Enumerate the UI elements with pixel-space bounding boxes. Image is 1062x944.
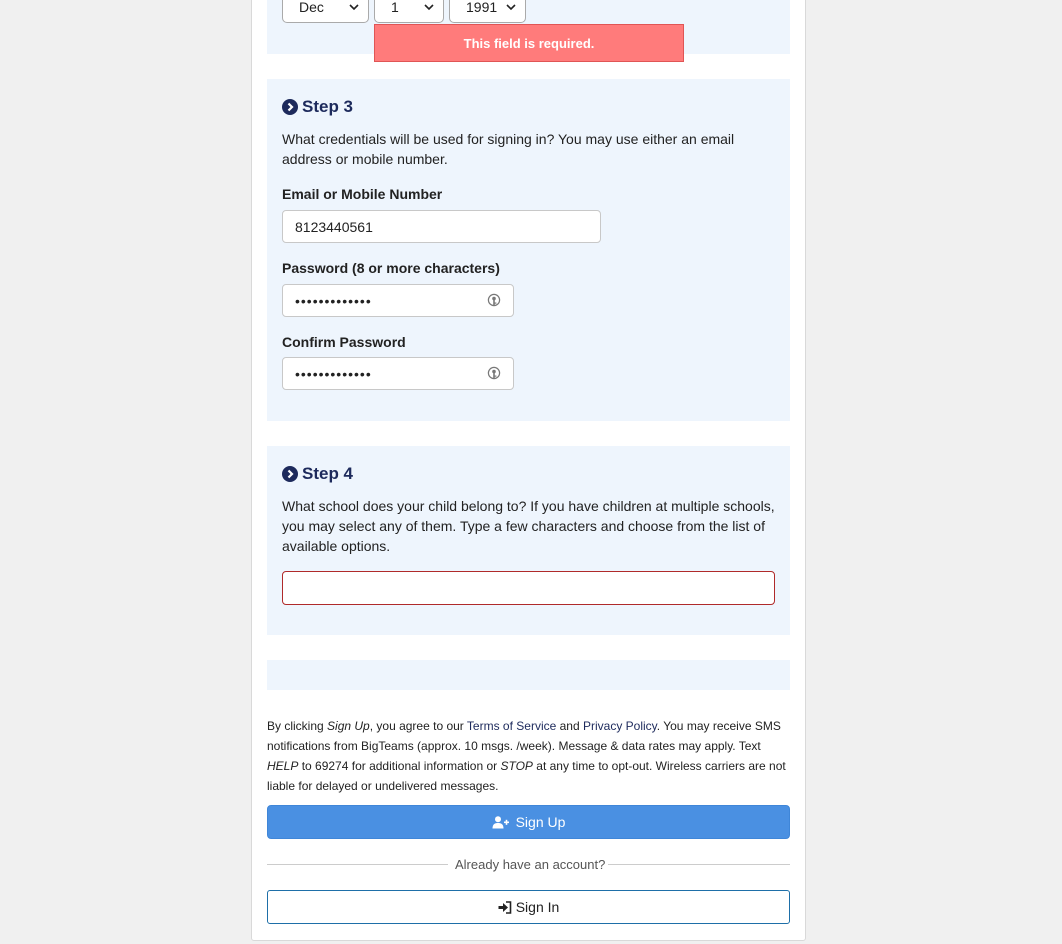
user-plus-icon	[492, 816, 509, 829]
password-manager-key-icon[interactable]	[487, 366, 501, 382]
confirm-password-label: Confirm Password	[282, 334, 406, 350]
legal-notice	[267, 716, 790, 796]
email-or-mobile-input[interactable]	[282, 210, 601, 243]
chevron-circle-right-icon	[282, 466, 298, 482]
password-manager-key-icon[interactable]	[487, 293, 501, 309]
chevron-down-icon	[423, 1, 435, 13]
empty-section	[267, 660, 790, 690]
email-or-mobile-value: 8123440561	[295, 218, 373, 235]
legal-text: , you agree to our	[369, 719, 467, 733]
sign-up-label: Sign Up	[515, 814, 566, 830]
step4-title-text: Step 4	[302, 464, 354, 483]
step3-title-text: Step 3	[302, 97, 354, 116]
password-label: Password (8 or more characters)	[282, 260, 500, 276]
step3-description: What credentials will be used for signing in? You may use either an email address or mobile number.	[282, 131, 735, 167]
legal-help-italic: HELP	[267, 759, 299, 773]
legal-text: and	[556, 719, 583, 733]
password-value: •••••••••••••	[295, 292, 372, 309]
email-label: Email or Mobile Number	[282, 186, 443, 202]
birth-month-select[interactable]	[282, 0, 369, 23]
birth-year-select[interactable]	[449, 0, 526, 23]
birth-day-value: 1	[391, 0, 399, 15]
birth-day-select[interactable]	[374, 0, 444, 23]
legal-text: . You may receive SMS notifications from BigTeams (approx. 10 msgs. /week). Message & data rates may apply. Text	[267, 719, 781, 753]
legal-stop-italic: STOP	[500, 759, 533, 773]
birth-month-value: Dec	[299, 0, 324, 15]
step4-description: What school does your child belong to? If you have children at multiple schools, you may select any of them. Type a few characters and choose from the list of available options.	[282, 498, 775, 554]
already-have-account-text: Already have an account?	[455, 857, 606, 872]
sign-in-icon	[498, 901, 512, 914]
privacy-policy-link[interactable]: Privacy Policy	[582, 719, 657, 733]
confirm-password-value: •••••••••••••	[295, 365, 372, 382]
sign-up-button[interactable]	[267, 805, 790, 839]
legal-text: at any time to opt-out. Wireless carriers are not liable for delayed or undelivered messages.	[267, 759, 786, 793]
error-message: This field is required.	[463, 35, 595, 51]
confirm-password-input[interactable]	[282, 357, 514, 390]
legal-text: By clicking	[267, 719, 328, 733]
chevron-down-icon	[505, 1, 517, 13]
divider-line-right	[608, 864, 790, 865]
sign-in-button[interactable]	[267, 890, 790, 924]
terms-of-service-link[interactable]: Terms of Service	[466, 719, 557, 733]
field-required-error	[374, 24, 684, 62]
birth-year-value: 1991	[466, 0, 498, 15]
step3-title	[282, 97, 353, 117]
sign-in-label: Sign In	[515, 899, 560, 915]
divider-line-left	[267, 864, 448, 865]
legal-text: to 69274 for additional information or	[298, 759, 501, 773]
school-search-input[interactable]	[282, 571, 775, 605]
password-input[interactable]	[282, 284, 514, 317]
step4-title	[282, 464, 353, 484]
chevron-down-icon	[348, 1, 360, 13]
legal-sign-up-italic: Sign Up	[327, 719, 370, 733]
chevron-circle-right-icon	[282, 99, 298, 115]
